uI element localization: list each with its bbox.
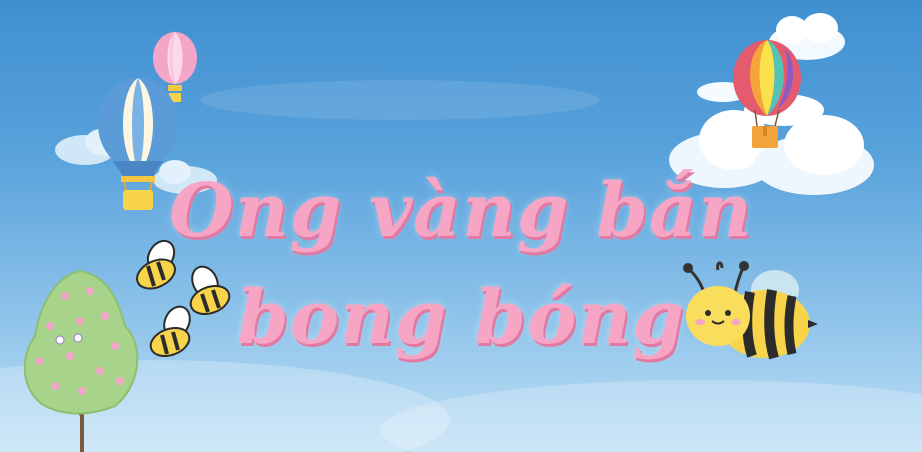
balloon-rainbow-icon (727, 38, 807, 158)
title-line-1: Ong vàng bắn (169, 168, 753, 254)
title-line-2: bong bóng (236, 275, 686, 361)
